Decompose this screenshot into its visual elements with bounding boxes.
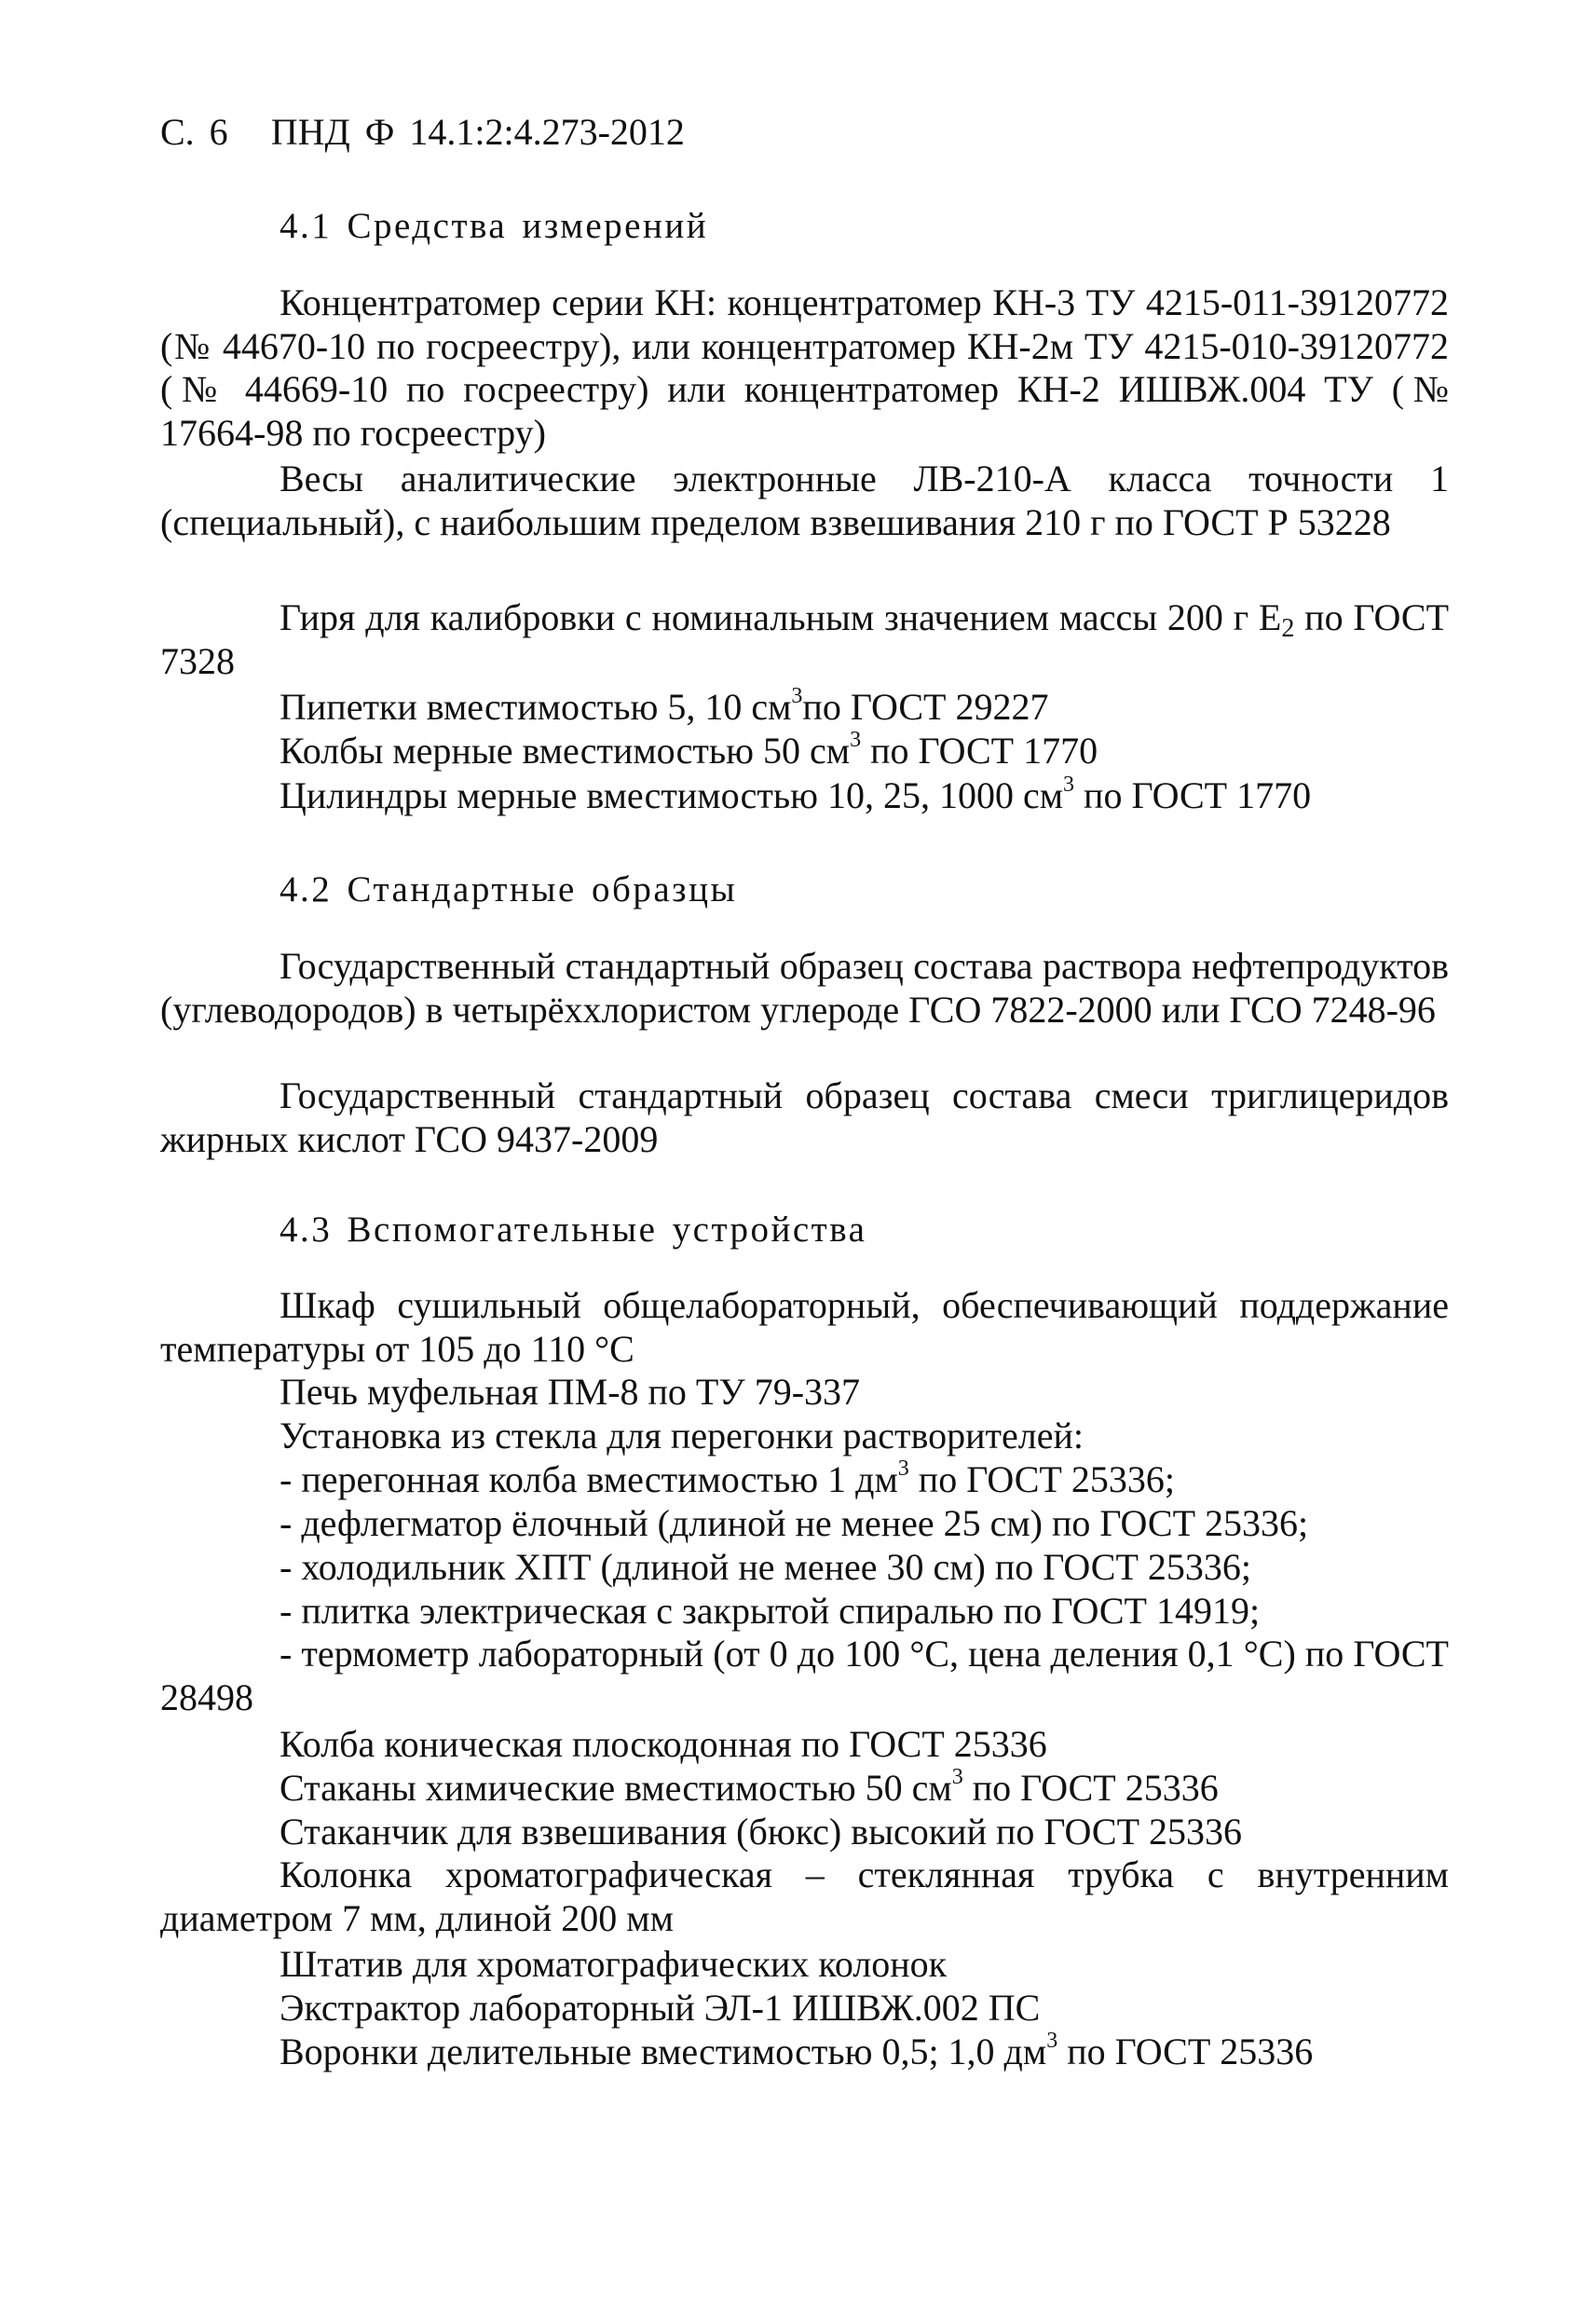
paragraph-concentratometer: Концентратомер серии КН: концентратомер КН-3 ТУ 4215-011-39120772 (№ 44670-10 по госреестру), или концентратомер КН-2м ТУ 4215-010-39120772 (№ 44669-10 по госреестру) или концентратомер КН-2 ИШВЖ.004 ТУ (№ 17664-98 по госреестру) — [160, 281, 1449, 454]
page-header — [160, 110, 685, 154]
list-item-conical-flask: Колба коническая плоскодонная по ГОСТ 25336 — [280, 1723, 1047, 1765]
paragraph-column: Колонка хроматографическая – стеклянная трубка с внутренним диаметром 7 мм, длиной 200 мм — [160, 1853, 1449, 1939]
section-title-4-1: 4.1 Средства измерений — [280, 206, 709, 246]
list-item-weighing-bottle: Стаканчик для взвешивания (бюкс) высокий по ГОСТ 25336 — [280, 1811, 1243, 1853]
list-item-extractor: Экстрактор лабораторный ЭЛ-1 ИШВЖ.002 ПС — [280, 1987, 1041, 2029]
list-item-distillation-setup: Установка из стекла для перегонки растворителей: — [280, 1415, 1084, 1456]
list-item-pipettes: Пипетки вместимостью 5, 10 $см^3по$ ГОСТ 29227 — [280, 684, 1049, 728]
list-item-condenser: - холодильник ХПТ (длиной не менее 30 см) по ГОСТ 25336; — [280, 1546, 1252, 1588]
paragraph-thermometer: - термометр лабораторный (от 0 до 100 °С, цена деления 0,1 °С) по ГОСТ 28498 — [160, 1633, 1449, 1718]
list-item-beakers: Стаканы химические вместимостью 50 $см^3$ по ГОСТ 25336 — [280, 1765, 1219, 1809]
list-item-hotplate: - плитка электрическая с закрытой спиралью по ГОСТ 14919; — [280, 1590, 1261, 1632]
paragraph-balance: Весы аналитические электронные ЛВ-210-А класса точности 1 (специальный), с наибольшим пределом взвешивания 210 г по ГОСТ Р 53228 — [160, 458, 1449, 543]
paragraph-weight: Гиря для калибровки с номинальным значением массы 200 г $Е_2$ по ГОСТ 7328 — [160, 596, 1450, 682]
list-item-cylinders: Цилиндры мерные вместимостью 10, 25, 1000 $см^3$ по ГОСТ 1770 — [280, 773, 1312, 816]
page-number: С. 6 — [160, 111, 228, 153]
list-item-stand: Штатив для хроматографических колонок — [280, 1943, 948, 1985]
paragraph-reference-triglycerides: Государственный стандартный образец состава смеси триглицеридов жирных кислот ГСО 9437-2009 — [160, 1074, 1449, 1160]
list-item-dephlegmator: - дефлегматор ёлочный (длиной не менее 25 см) по ГОСТ 25336; — [280, 1502, 1309, 1544]
list-item-distillation-flask: - перегонная колба вместимостью 1 $дм^3$ по ГОСТ 25336; — [280, 1456, 1175, 1500]
document-code: ПНД Ф 14.1:2:4.273-2012 — [270, 111, 685, 153]
list-item-separating-funnels: Воронки делительные вместимостью 0,5; 1,0 $дм^3$ по ГОСТ 25336 — [280, 2029, 1314, 2072]
section-title-4-3: 4.3 Вспомогательные устройства — [280, 1210, 867, 1250]
paragraph-drying-cabinet: Шкаф сушильный общелабораторный, обеспечивающий поддержание температуры от 105 до 110 °С — [160, 1284, 1449, 1370]
paragraph-reference-oil: Государственный стандартный образец состава раствора нефтепродуктов (углеводородов) в четырёххлористом углероде ГСО 7822-2000 или ГСО 7248-96 — [160, 945, 1449, 1031]
list-item-furnace: Печь муфельная ПМ-8 по ТУ 79-337 — [280, 1371, 861, 1413]
list-item-flasks: Колбы мерные вместимостью 50 $см^3$ по ГОСТ 1770 — [280, 728, 1098, 772]
section-title-4-2: 4.2 Стандартные образцы — [280, 869, 738, 909]
